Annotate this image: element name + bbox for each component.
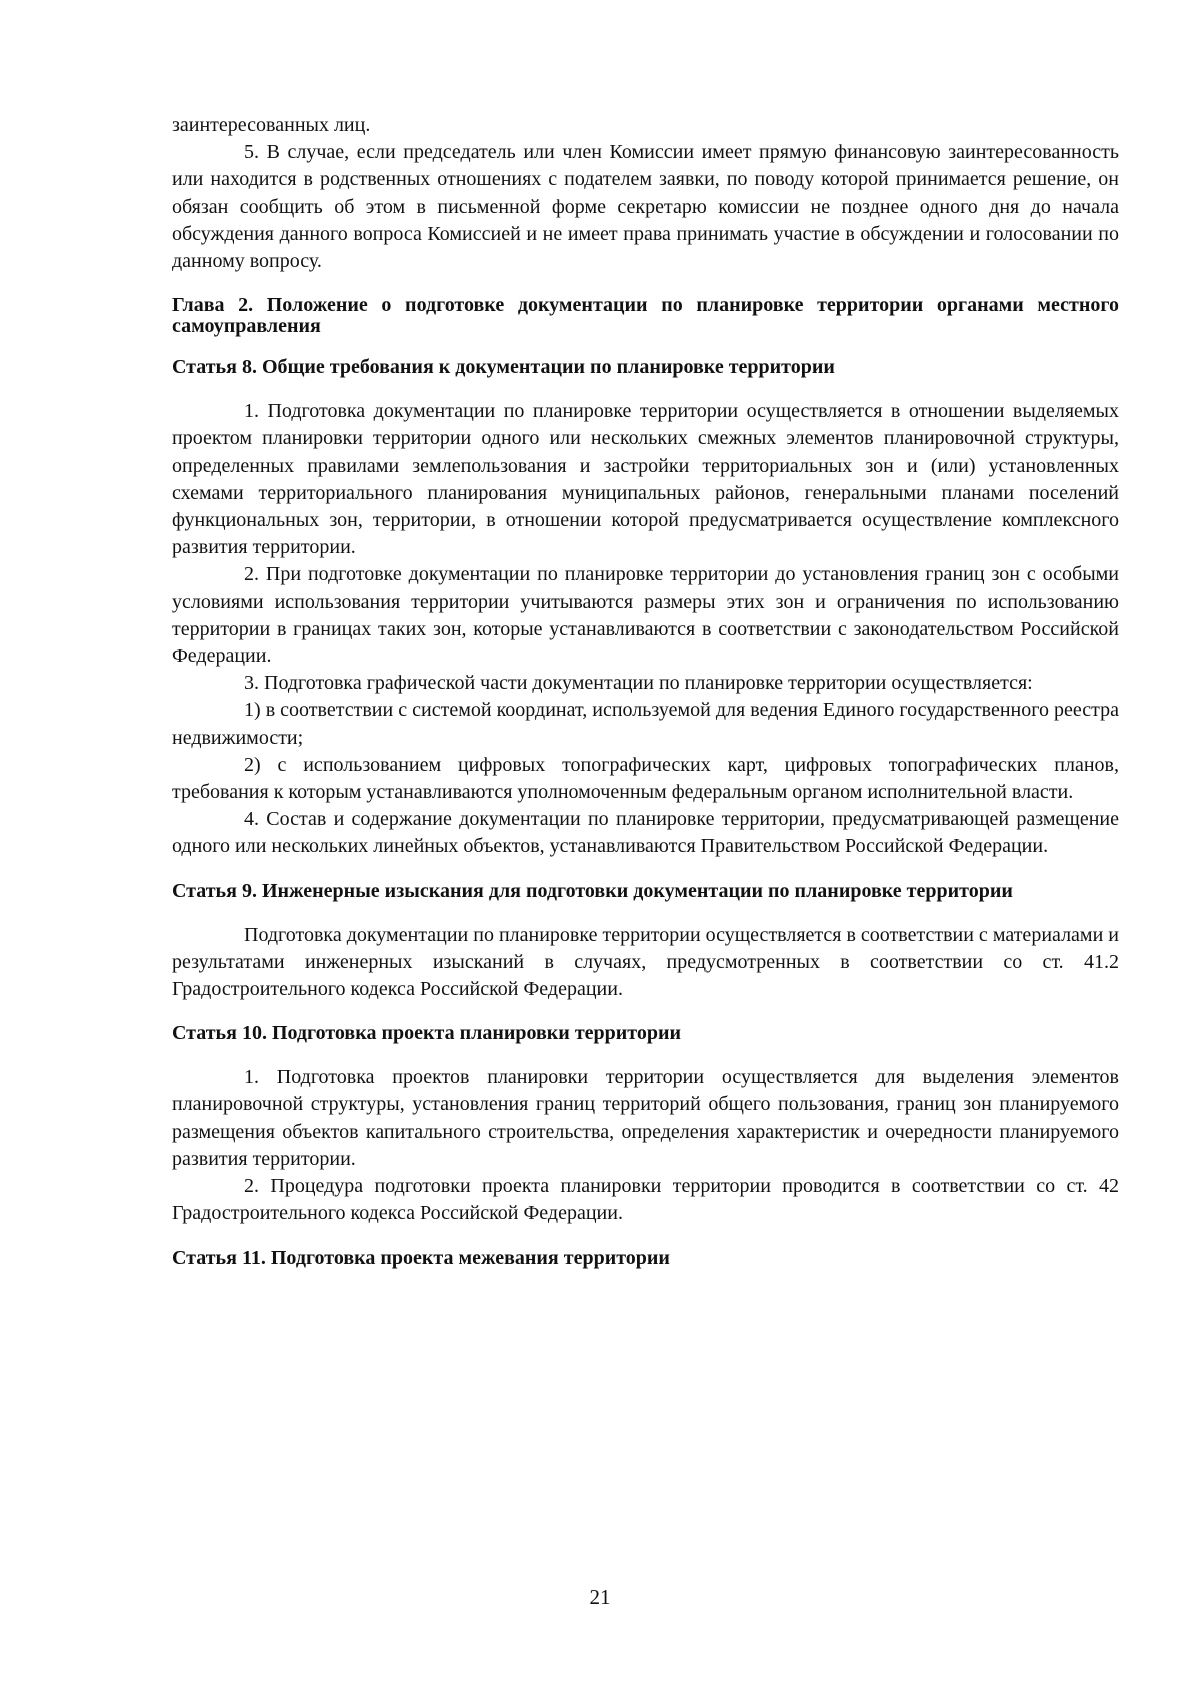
paragraph-5: 5. В случае, если председатель или член Комиссии имеет прямую финансовую заинтересованность или находится в родственных отношениях с подателем заявки, по поводу которой принимается решение, он обязан сообщить об этом в письменной форме секретарю комиссии не позднее одного дня до начала обсуждения данного вопроса Комиссией и не имеет права принимать участие в обсуждении и голосовании по данному вопросу. [172, 141, 1119, 273]
page-number: 21 [589, 1585, 611, 1609]
article-8-paragraph: 2. При подготовке документации по планировке территории до установления границ зон с особыми условиями использования территории учитываются размеры этих зон и ограничения по использованию территории в границах таких зон, которые устанавливаются в соответствии с законодательством Российской Федерации. [172, 563, 1119, 668]
article-8-paragraph: 3. Подготовка графической части документации по планировке территории осуществляется: [244, 672, 1033, 695]
spacer [172, 1003, 1119, 1023]
article-10-paragraph: 2. Процедура подготовки проекта планировки территории проводится в соответствии со ст. 42 Градостроительного кодекса Российской Федерации. [172, 1175, 1119, 1225]
article-10-paragraph: 1. Подготовка проектов планировки территории осуществляется для выделения элементов планировочной структуры, установления границ территорий общего пользования, границ зон планируемого размещения объектов капитального строительства, определения характеристик и очередности планируемого развития территории. [172, 1066, 1119, 1170]
spacer [172, 861, 1119, 881]
document-page [172, 112, 1119, 1269]
article-11-heading: Статья 11. Подготовка проекта межевания территории [172, 1246, 670, 1269]
article-10-heading: Статья 10. Подготовка проекта планировки территории [172, 1022, 682, 1045]
spacer [172, 1228, 1119, 1248]
article-8-heading: Статья 8. Общие требования к документации по планировке территории [172, 356, 835, 379]
article-8-list-item: 2) с использованием цифровых топографических карт, цифровых топографических планов, требования к которым устанавливаются уполномоченным федеральным органом исполнительной власти. [172, 753, 1119, 804]
spacer [172, 1044, 1119, 1064]
continued-text: заинтересованных лиц. [172, 114, 371, 136]
article-8-list-item: 1) в соответствии с системой координат, используемой для ведения Единого государственного реестра недвижимости; [172, 699, 1119, 749]
article-9-paragraph: Подготовка документации по планировке территории осуществляется в соответствии с материалами и результатами инженерных изысканий в случаях, предусмотренных в соответствии со ст. 41.2 Градостроительного кодекса Российской Федерации. [172, 923, 1119, 1001]
chapter-2-heading: Глава 2. Положение о подготовке документации по планировке территории органами местного самоуправления [172, 294, 1119, 338]
article-9-heading: Статья 9. Инженерные изыскания для подготовки документации по планировке территории [172, 879, 1013, 902]
article-8-paragraph: 4. Состав и содержание документации по планировке территории, предусматривающей размещение одного или нескольких линейных объектов, устанавливаются Правительством Российской Федерации. [172, 808, 1119, 858]
spacer [172, 275, 1119, 295]
spacer [172, 902, 1119, 922]
spacer [172, 378, 1119, 398]
article-8-paragraph: 1. Подготовка документации по планировке территории осуществляется в отношении выделяемых проектом планировки территории одного или нескольких смежных элементов планировочной структуры, определенных правилами землепользования и застройки территориальных зон и (или) установленных схемами территориального планирования муниципальных районов, генеральными планами поселений функциональных зон, территории, в отношении которой предусматривается осуществление комплексного развития территории. [172, 400, 1119, 559]
spacer [172, 337, 1119, 357]
